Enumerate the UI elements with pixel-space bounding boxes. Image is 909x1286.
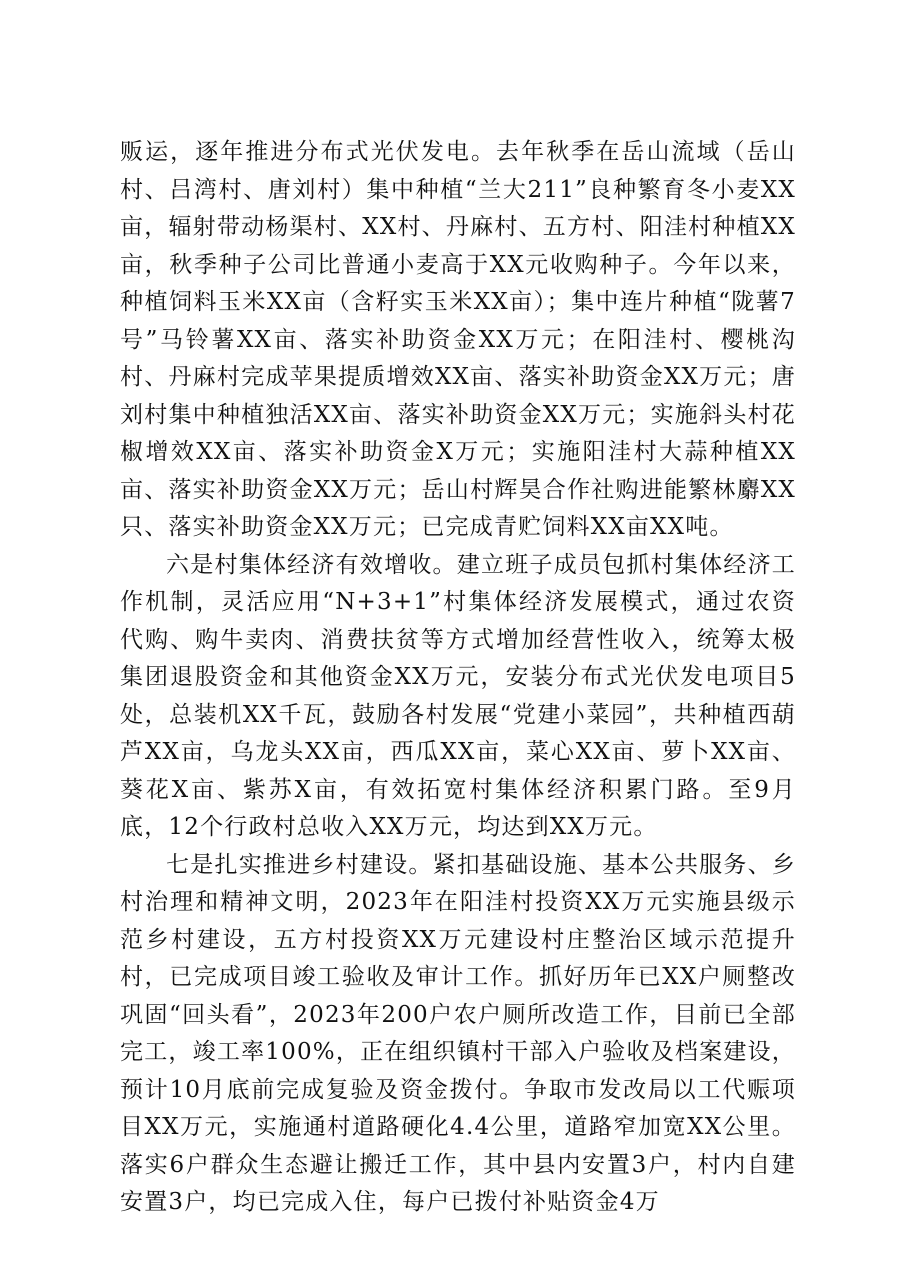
document-body [120,134,796,1222]
paragraph-rural-construction: 七是扎实推进乡村建设。紧扣基础设施、基本公共服务、乡村治理和精神文明，2023年在阳洼村投资XX万元实施县级示范乡村建设，五方村投资XX万元建设村庄整治区域示范提升村，已完成项目竣工验收及审计工作。抓好历年已XX户厕整改巩固“回头看”，2023年200户农户厕所改造工作，目前已全部完工，竣工率100%，正在组织镇村干部入户验收及档案建设，预计10月底前完成复验及资金拨付。争取市发改局以工代赈项目XX万元，实施通村道路硬化4.4公里，道路窄加宽XX公里。落实6户群众生态避让搬迁工作，其中县内安置3户，村内自建安置3户，均已完成入住，每户已拨付补贴资金4万 [120,851,796,1215]
paragraph-continuation: 贩运，逐年推进分布式光伏发电。去年秋季在岳山流域（岳山村、吕湾村、唐刘村）集中种植“兰大211”良种繁育冬小麦XX亩，辐射带动杨渠村、XX村、丹麻村、五方村、阳洼村种植XX亩，秋季种子公司比普通小麦高于XX元收购种子。今年以来，种植饲料玉米XX亩（含籽实玉米XX亩）；集中连片种植“陇薯7号”马铃薯XX亩、落实补助资金XX万元；在阳洼村、樱桃沟村、丹麻村完成苹果提质增效XX亩、落实补助资金XX万元；唐刘村集中种植独活XX亩、落实补助资金XX万元；实施斜头村花椒增效XX亩、落实补助资金X万元；实施阳洼村大蒜种植XX亩、落实补助资金XX万元；岳山村辉昊合作社购进能繁林麝XX只、落实补助资金XX万元；已完成青贮饲料XX亩XX吨。 [120,139,796,540]
paragraph-village-collective-economy: 六是村集体经济有效增收。建立班子成员包抓村集体经济工作机制，灵活应用“N+3+1”村集体经济发展模式，通过农资代购、购牛卖肉、消费扶贫等方式增加经营性收入，统筹太极集团退股资金和其他资金XX万元，安装分布式光伏发电项目5处，总装机XX千瓦，鼓励各村发展“党建小菜园”，共种植西葫芦XX亩，乌龙头XX亩，西瓜XX亩，菜心XX亩、萝卜XX亩、葵花X亩、紫苏X亩，有效拓宽村集体经济积累门路。至9月底，12个行政村总收入XX万元，均达到XX万元。 [120,551,796,840]
